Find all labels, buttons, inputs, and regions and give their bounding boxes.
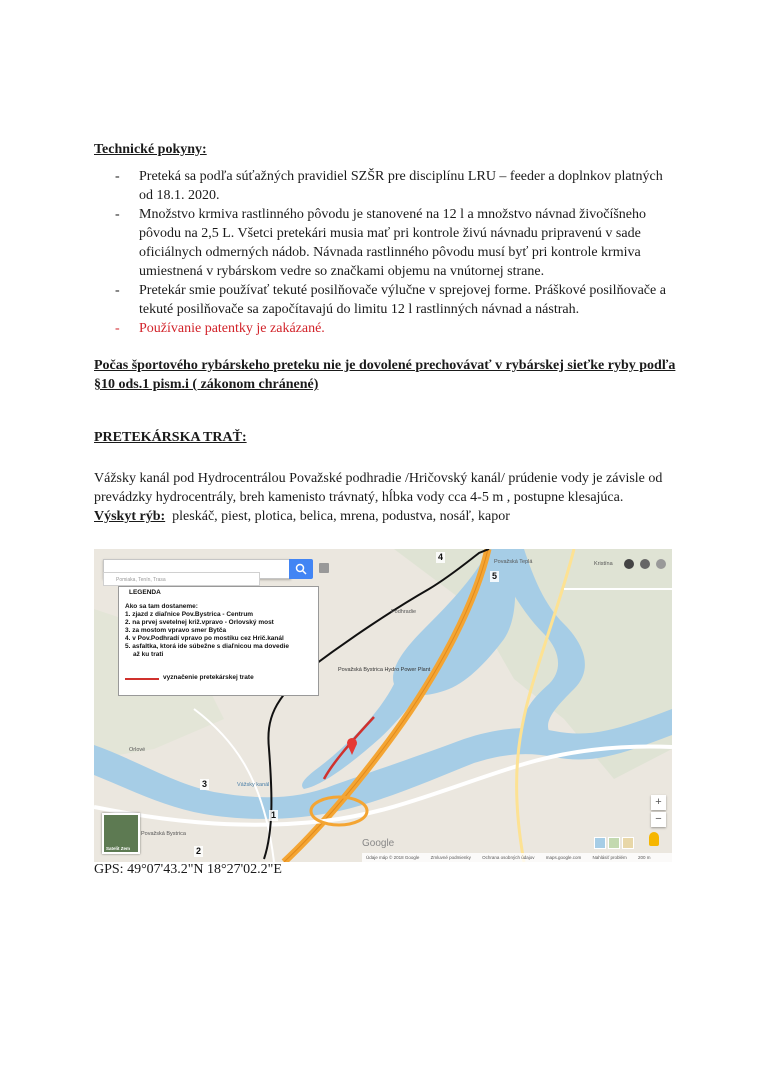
technical-heading: Technické pokyny: [94,142,207,157]
legend-red-line [125,678,159,680]
google-logo: Google [362,838,395,849]
place-label: Vážsky kanál [237,782,270,788]
attribution-link[interactable]: Ochrana osobných údajov [482,855,535,860]
fish-occurrence [94,507,679,526]
layer-thumb[interactable] [622,837,634,849]
document-body [94,140,679,567]
satellite-toggle[interactable] [102,813,140,854]
legend-step: 2. na prvej svetelnej križ.vpravo - Orlovský most [125,619,274,626]
attribution-link[interactable]: Zmluvné podmienky [430,855,471,860]
attribution-link[interactable]: maps.google.com [545,855,582,860]
route-marker-4: 4 [438,552,444,562]
legend-step: 4. v Pov.Podhradí vpravo po mostíku cez Hrič.kanál [125,635,284,642]
apps-icon[interactable] [624,559,634,569]
route-marker-1: 1 [271,810,277,820]
fish-label: Výskyt rýb: [94,509,166,524]
protected-fish-warning: Počas športového rybárskeho preteku nie je dovolené prechovávať v rybárskej sieťke ryby podľa §10 ods.1 pism.i ( zákonom chránené) [94,358,676,392]
place-label: Orlové [129,747,146,753]
place-label: Podhradie [391,609,417,615]
account-avatar[interactable] [656,559,666,569]
layer-thumb[interactable] [594,837,606,849]
layer-thumb[interactable] [608,837,620,849]
legend-title: LEGENDA [129,589,161,596]
track-heading: PRETEKÁRSKA TRAŤ: [94,430,247,445]
search-suggestion[interactable]: Pomiaka, Tenín, Trasa [103,572,260,586]
map-legend [118,586,319,696]
satellite-label: Satelit Zem [106,846,131,851]
gps-coordinates: GPS: 49°07'43.2"N 18°27'02.2"E [94,862,282,877]
attribution-link[interactable]: Nahlásiť problém [592,855,627,860]
technical-list [94,167,679,338]
legend-question: Ako sa tam dostaneme: [125,603,198,610]
zoom-out-button[interactable]: − [651,812,666,827]
attribution-item: Údaje máp © 2018 Google [366,855,420,860]
route-marker-2: 2 [196,846,202,856]
place-label: Považská Bystrica [141,831,186,837]
legend-line-label: vyznačenie pretekárskej trate [163,674,254,681]
search-icon [295,563,307,575]
pegman-icon[interactable] [649,832,659,846]
route-marker-3: 3 [202,779,208,789]
map-attribution [362,853,672,862]
zoom-in-button[interactable]: + [651,795,666,810]
map-scale: 200 m [638,855,651,860]
legend-step: 1. zjazd z diaľnice Pov.Bystrica - Centrum [125,611,254,618]
map-search-button[interactable] [289,559,313,579]
fish-list: pleskáč, piest, plotica, belica, mrena, podustva, nosáľ, kapor [172,509,510,524]
legend-step: 3. za mostom vpravo smer Bytča [125,627,227,634]
access-map[interactable] [94,549,672,862]
map-layer-thumbnails[interactable] [594,836,642,848]
technical-item: - Pretekár smie používať tekuté posilňovače výlučne v sprejovej forme. Práškové posilňovače a tekuté posilňovače sa započítavajú do limitu 12 l rastlinných návnad a nástrah. [139,281,679,319]
legend-steps [125,611,312,659]
share-icon[interactable] [640,559,650,569]
place-label: Považská Teplá [494,559,533,565]
place-label: Považská Bystrica Hydro Power Plant [338,667,431,673]
place-label: Kristína [594,561,613,567]
route-marker-5: 5 [492,571,498,581]
technical-item: - Preteká sa podľa súťažných pravidiel SZŠR pre disciplínu LRU – feeder a doplnkov platných od 18.1. 2020. [139,167,679,205]
track-description: Vážsky kanál pod Hydrocentrálou Považské podhradie /Hričovský kanál/ prúdenie vody je závisle od prevádzky hydrocentrály, breh kamenisto trávnatý, hĺbka vody cca 4-5 m , postupne klesajúca. [94,471,663,505]
technical-item-warning: - Používanie patentky je zakázané. [139,319,679,338]
legend-step: až ku trati [133,651,164,658]
technical-item: - Množstvo krmiva rastlinného pôvodu je stanovené na 12 l a množstvo návnad živočíšneho pôvodu na 2,5 L. Všetci pretekári musia mať pri kontrole živú návnadu pripravenú v sade oficiálnych odmerných nádob. Návnada rastlinného pôvodu musí byť pri kontrole krmiva umiestnená v rybárskom vedre so značkami objemu na vnútornej strane. [139,205,679,281]
legend-step: 5. asfaltka, ktorá ide súbežne s diaľnicou ma dovedie [125,643,289,650]
directions-icon[interactable] [317,561,331,575]
